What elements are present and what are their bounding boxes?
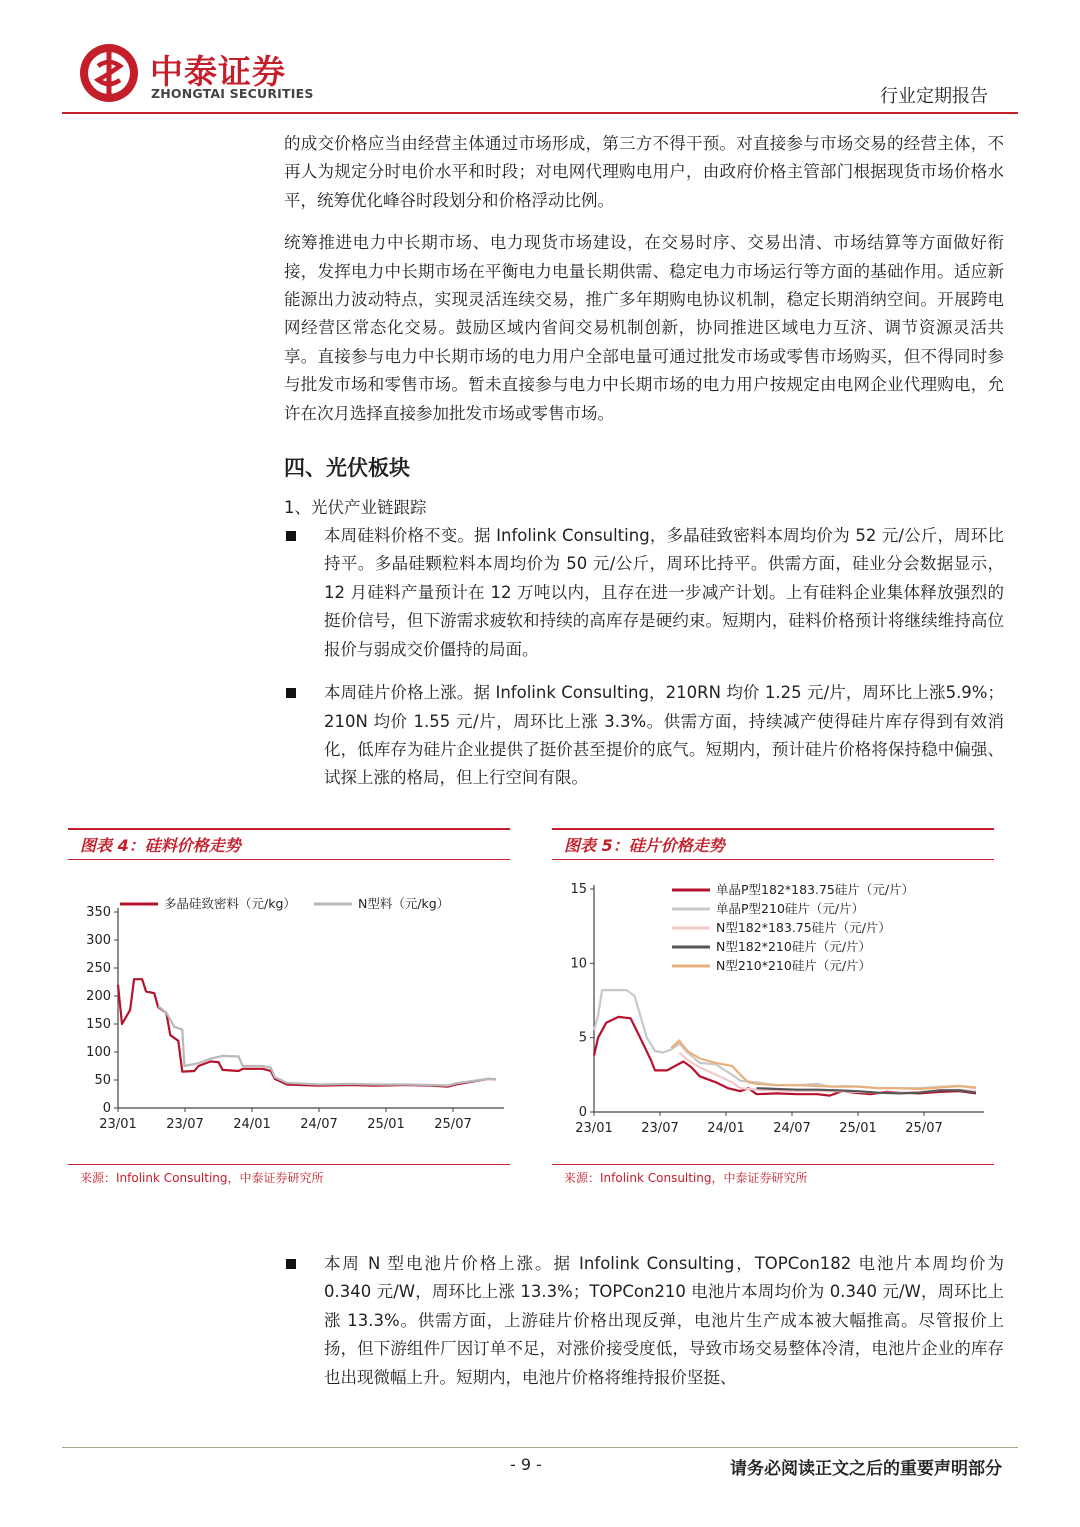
legend-label: N型182*210硅片（元/片） [716,939,872,954]
footer-divider [62,1447,1018,1448]
legend-label: 单晶P型182*183.75硅片（元/片） [716,882,915,897]
bullet-square-icon [286,688,296,698]
company-logo-icon [78,42,140,104]
x-tick-label: 23/07 [166,1117,204,1132]
legend-label: N型210*210硅片（元/片） [716,958,872,973]
figure-4 [68,828,510,1188]
x-tick-label: 25/01 [367,1117,405,1132]
bullet-item [284,1250,1004,1392]
series-line-2 [158,1006,496,1086]
header-divider [62,112,1018,114]
bullet-square-icon [286,1259,296,1269]
company-name-cn: 中泰证券 [150,52,286,91]
figure-source: 来源：Infolink Consulting，中泰证券研究所 [564,1171,808,1185]
company-name-en: ZHONGTAI SECURITIES [151,86,314,101]
y-tick-label: 100 [86,1045,111,1060]
y-tick-label: 350 [86,905,111,920]
x-tick-label: 23/01 [575,1121,613,1136]
page-number: - 9 - [510,1455,542,1474]
legend-label: 多晶硅致密料（元/kg） [164,896,296,911]
bullet-item [284,679,1004,793]
legend-label: 单晶P型210硅片（元/片） [716,901,865,916]
bullet-text: 本周硅片价格上涨。据 Infolink Consulting，210RN 均价 1.25 元/片，周环比上涨5.9%；210N 均价 1.55 元/片，周环比上涨 3.3%。供需方面，持续减产使得硅片库存得到有效消化，低库存为硅片企业提供了挺价甚至提价的底气。短期内，预计硅片价格将保持稳中偏强、试探上涨的格局，但上行空间有限。 [324,683,1004,788]
figure-top-rule [68,828,510,830]
footer-disclaimer: 请务必阅读正文之后的重要声明部分 [730,1459,1002,1479]
paragraph: 统筹推进电力中长期市场、电力现货市场建设，在交易时序、交易出清、市场结算等方面做好衔接，发挥电力中长期市场在平衡电力电量长期供需、稳定电力市场运行等方面的基础作用。适应新能源出力波动特点，实现灵活连续交易，推广多年期购电协议机制，稳定长期消纳空间。开展跨电网经营区常态化交易。鼓励区域内省间交易机制创新，协同推进区域电力互济、调节资源灵活共享。直接参与电力中长期市场的电力用户全部电量可通过批发市场或零售市场购买，但不得同时参与批发市场和零售市场。暂未直接参与电力中长期市场的电力用户按规定由电网企业代理购电，允许在次月选择直接参加批发市场或零售市场。 [284,233,1004,423]
x-tick-label: 24/01 [233,1117,271,1132]
x-tick-label: 24/07 [300,1117,338,1132]
y-tick-label: 0 [578,1105,587,1120]
figure-source-rule [552,1164,994,1165]
x-tick-label: 23/07 [641,1121,679,1136]
y-tick-label: 10 [570,956,587,972]
figure-title: 图表 4：硅料价格走势 [80,836,241,855]
bullet-text: 本周硅料价格不变。据 Infolink Consulting，多晶硅致密料本周均价为 52 元/公斤，周环比持平。多晶硅颗粒料本周均价为 50 元/公斤，周环比持平。供需方面，硅业分会数据显示，12 月硅料产量预计在 12 万吨以内，且存在进一步减产计划。上有硅料企业集体释放强烈的挺价信号，但下游需求疲软和持续的高库存是硬约束。短期内，硅料价格预计将继续维持高位报价与弱成交价僵持的局面。 [324,526,1004,659]
series-line-1 [594,1017,976,1096]
figure-5 [552,828,994,1188]
main-content [284,130,1004,808]
figure-top-rule [552,828,994,830]
figure-title-rule [552,859,994,860]
paragraph: 的成交价格应当由经营主体通过市场形成，第三方不得干预。对直接参与市场交易的经营主体，不再人为规定分时电价水平和时段；对电网代理购电用户，由政府价格主管部门根据现货市场价格水平，统筹优化峰谷时段划分和价格浮动比例。 [284,134,1004,210]
y-tick-label: 50 [94,1073,111,1088]
bullet-square-icon [286,531,296,541]
series-line-1 [118,979,496,1086]
bullet-text: 本周 N 型电池片价格上涨。据 Infolink Consulting，TOPCon182 电池片本周均价为 0.340 元/W，周环比上涨 13.3%；TOPCon210 电池片本周均价为 0.340 元/W，周环比上涨 13.3%。供需方面，上游硅片价格出现反弹，电池片生产成本被大幅推高。尽管报价上扬，但下游组件厂因订单不足，对涨价接受度低，导致市场交易整体冷清，电池片企业的库存也出现微幅上升。短期内，电池片价格将维持报价坚挺、 [324,1254,1004,1387]
x-tick-label: 25/01 [839,1121,877,1136]
chart-wafer-price [552,868,994,1168]
y-tick-label: 0 [102,1101,111,1116]
subsection-title: 1、光伏产业链跟踪 [284,498,427,518]
y-tick-label: 300 [86,933,111,948]
y-tick-label: 250 [86,961,111,976]
y-tick-label: 15 [570,882,587,897]
legend-label: N型料（元/kg） [358,896,450,911]
section-title: 四、光伏板块 [284,456,410,481]
x-tick-label: 24/01 [707,1121,745,1136]
series-line-2 [594,990,976,1088]
bullet-item [284,522,1004,664]
figure-title-rule [68,859,510,860]
y-tick-label: 150 [86,1017,111,1032]
main-content-continued [284,1250,1004,1407]
x-tick-label: 24/07 [773,1121,811,1136]
x-tick-label: 23/01 [99,1117,137,1132]
figure-source: 来源：Infolink Consulting，中泰证券研究所 [80,1171,324,1185]
figure-title: 图表 5：硅片价格走势 [564,836,725,855]
chart-silicon-material-price [68,868,510,1168]
x-tick-label: 25/07 [434,1117,472,1132]
legend-label: N型182*183.75硅片（元/片） [716,920,891,935]
x-tick-label: 25/07 [905,1121,943,1136]
report-type-label: 行业定期报告 [880,86,988,107]
figure-source-rule [68,1164,510,1165]
y-tick-label: 200 [86,989,111,1004]
y-tick-label: 5 [578,1030,587,1046]
